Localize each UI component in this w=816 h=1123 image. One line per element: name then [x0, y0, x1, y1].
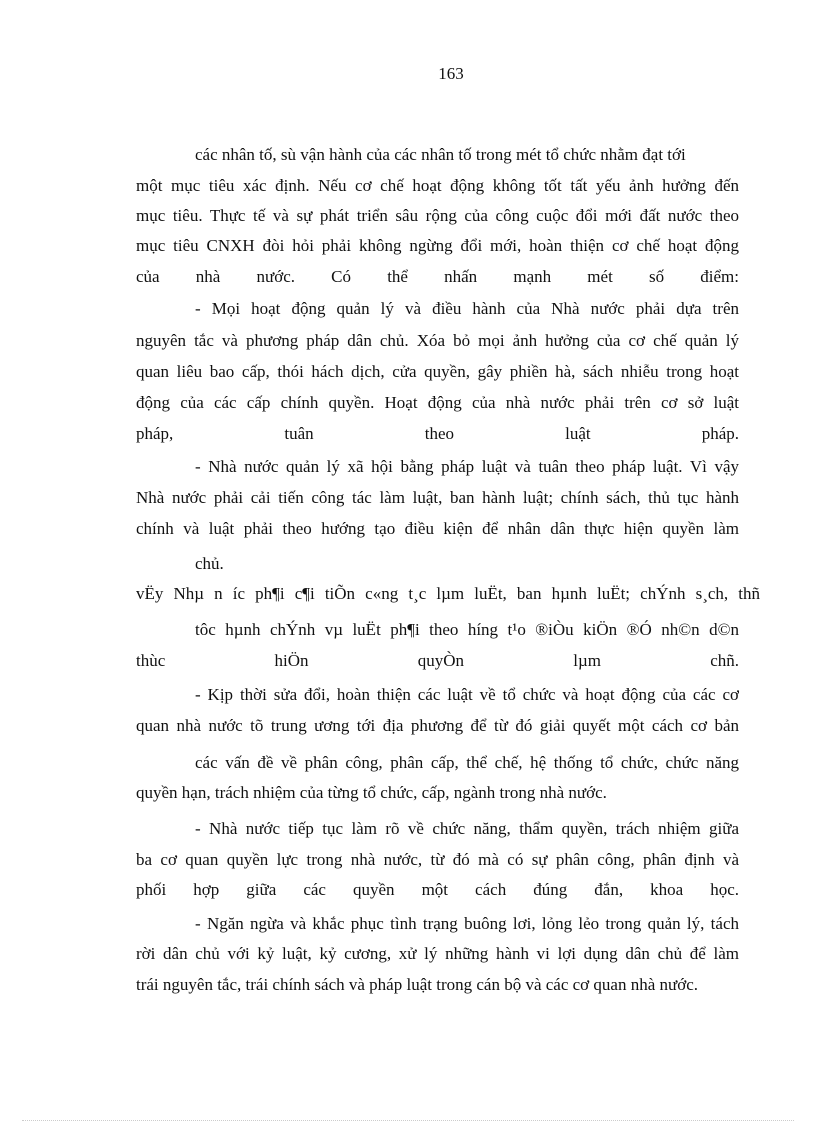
- text-line: các vấn đề về phân công, phân cấp, thể chế, hệ thống tổ chức, chức năng: [195, 753, 739, 772]
- text-line: nguyên tắc và phương pháp dân chủ. Xóa bỏ mọi ảnh hưởng của cơ chế quản lý: [136, 331, 739, 350]
- text-line: trái nguyên tắc, trái chính sách và pháp luật trong cán bộ và các cơ quan nhà nước.: [136, 975, 699, 994]
- text-line: chính và luật phải theo hướng tạo điều kiện để nhân dân thực hiện quyền làm: [136, 519, 739, 538]
- text-line: ba cơ quan quyền lực trong nhà nước, từ đó mà có sự phân công, phân định và: [136, 850, 739, 869]
- text-line: quan liêu bao cấp, thói hách dịch, cửa quyền, gây phiền hà, sách nhiễu trong hoạt: [136, 362, 739, 381]
- text-line: - Ngăn ngừa và khắc phục tình trạng buông lơi, lỏng lẻo trong quản lý, tách: [195, 914, 739, 933]
- text-line: của nhà nước. Có thể nhấn mạnh mét số điểm:: [136, 267, 739, 286]
- text-line: động của các cấp chính quyền. Hoạt động của nhà nước phải trên cơ sở luật: [136, 393, 739, 412]
- text-line: mục tiêu CNXH đòi hỏi phải không ngừng đổi mới, hoàn thiện cơ chế hoạt động: [136, 236, 739, 255]
- text-line: các nhân tố, sù vận hành của các nhân tố trong mét tổ chức nhằm đạt tới: [195, 145, 686, 164]
- text-line: vËy Nhµ n íc ph¶i c¶i tiÕn c«ng t¸c lµm luËt, ban hµnh luËt; chÝnh s¸ch, thñ: [136, 584, 760, 603]
- text-line: - Mọi hoạt động quản lý và điều hành của Nhà nước phải dựa trên: [195, 299, 739, 318]
- text-line: - Nhà nước tiếp tục làm rõ về chức năng, thẩm quyền, trách nhiệm giữa: [195, 819, 739, 838]
- text-line: thùc hiÖn quyÒn lµm chñ.: [136, 651, 739, 670]
- text-line: quyền hạn, trách nhiệm của từng tổ chức, cấp, ngành trong nhà nước.: [136, 783, 607, 802]
- text-line: Nhà nước phải cải tiến công tác làm luật, ban hành luật; chính sách, thủ tục hành: [136, 488, 739, 507]
- text-line: phối hợp giữa các quyền một cách đúng đắn, khoa học.: [136, 880, 739, 899]
- text-line: mục tiêu. Thực tế và sự phát triển sâu rộng của công cuộc đổi mới đất nước theo: [136, 206, 739, 225]
- text-line: tôc hµnh chÝnh vµ luËt ph¶i theo híng t¹o ®iÒu kiÖn ®Ó nh©n d©n: [195, 620, 739, 639]
- text-line: một mục tiêu xác định. Nếu cơ chế hoạt động không tốt tất yếu ảnh hưởng đến: [136, 176, 739, 195]
- text-line: - Kịp thời sửa đổi, hoàn thiện các luật về tổ chức và hoạt động của các cơ: [195, 685, 739, 704]
- page-bottom-rule: [22, 1120, 794, 1121]
- page-number: 163: [438, 64, 464, 83]
- text-line: chủ.: [195, 554, 224, 573]
- text-line: rời dân chủ với kỷ luật, kỷ cương, xử lý những hành vi lợi dụng dân chủ để làm: [136, 944, 739, 963]
- text-line: quan nhà nước tõ trung ương tới địa phương để từ đó giải quyết một cách cơ bản: [136, 716, 739, 735]
- text-line: - Nhà nước quản lý xã hội bằng pháp luật và tuân theo pháp luật. Vì vậy: [195, 457, 739, 476]
- text-line: pháp, tuân theo luật pháp.: [136, 424, 739, 443]
